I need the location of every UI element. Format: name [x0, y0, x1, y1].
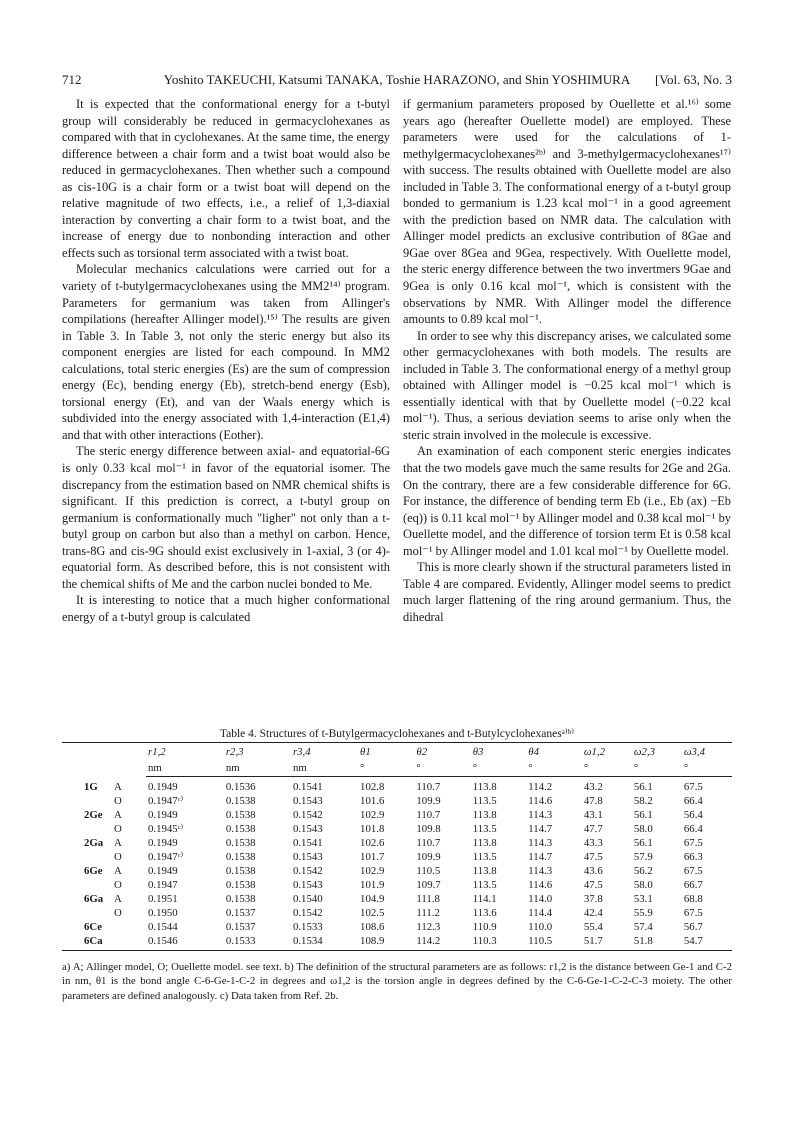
value-cell: 0.1538: [225, 809, 256, 821]
value-cell: 0.1538: [225, 837, 256, 849]
value-cell: 0.1541: [292, 837, 323, 849]
paragraph: The steric energy difference between axial- and equatorial-6G is only 0.33 kcal mol⁻¹ in favor of the equatorial isomer. The discrepancy from the estimation based on NMR chemical shifts is significant. If this prediction is correct, a t-butyl group on germanium is conformationally much "ligher" not only than a t-butyl group on carbon but also than a methyl on carbon. Hence, trans-8G and cis-9G should exist exclusively in 1-axial, 3 (or 4)- equatorial form. As described before, this is not consistent with the chemical shifts of Me and the carbon nuclei bonded to Me.: [62, 444, 390, 591]
table-row: [62, 934, 732, 951]
value-cell: 0.1951: [148, 893, 178, 905]
header-cell: [112, 743, 146, 761]
value-cell: 109.8: [416, 823, 441, 835]
value-cell: 0.1538: [225, 865, 256, 877]
value-cell: 58.2: [633, 795, 653, 807]
value-cell: 0.1538: [225, 893, 256, 905]
compound-cell: [62, 878, 112, 892]
compound-cell: [62, 850, 112, 864]
value-cell: 114.6: [528, 879, 553, 891]
value-cell: 114.1: [472, 893, 497, 905]
value-cell: 0.1533: [224, 934, 291, 951]
column-header: r2,3: [224, 743, 291, 761]
unit-cell: [62, 760, 112, 777]
value-cell: 0.1947: [148, 879, 178, 891]
value-cell: 113.5: [472, 851, 497, 863]
paragraph: Molecular mechanics calculations were carried out for a variety of t-butylgermacyclohexanes using the MM2¹⁴⁾ program. Parameters for germanium was taken from Allinger's compilations (hereafter Allinger model).¹⁵⁾ The results are given in Table 3. In Table 3, not only the steric energy but also its component energies are listed for each compound. In MM2 calculations, total steric energies (Es) are the sum of compression energy (Ec), bending energy (Eb), stretch-bend energy (Esb), torsional energy (Et), and van der Waals energy which is subdivided into the energy associated with 1,4-interaction (E1,4) and that with other interactions (Eother).: [62, 262, 390, 442]
unit-cell: °: [471, 760, 527, 777]
value-cell: 114.0: [528, 893, 553, 905]
value-cell: 51.7: [582, 934, 632, 951]
value-cell: 102.5: [360, 907, 385, 919]
value-cell: 54.7: [682, 934, 732, 951]
value-cell: 68.8: [683, 893, 703, 905]
unit-cell: [112, 760, 146, 777]
value-cell: 66.4: [683, 823, 703, 835]
value-cell: 0.1542: [292, 907, 323, 919]
value-cell: 0.1538: [225, 879, 256, 891]
table-caption: Table 4. Structures of t-Butylgermacyclohexanes and t-Butylcyclohexanesᵃ⁾ᵇ⁾: [219, 728, 575, 740]
value-cell: 101.9: [360, 879, 385, 891]
value-cell: 110.7: [416, 809, 441, 821]
value-cell: 0.1947ᶜ⁾: [148, 795, 184, 807]
table-row: [62, 864, 732, 878]
unit-cell: °: [526, 760, 582, 777]
column-header: θ1: [358, 743, 414, 761]
value-cell: 67.5: [683, 865, 703, 877]
value-cell: 109.9: [416, 795, 441, 807]
column-header: r3,4: [291, 743, 358, 761]
value-cell: 0.1537: [225, 907, 256, 919]
paragraph: if germanium parameters proposed by Ouellette et al.¹⁶⁾ some years ago (hereafter Ouellette model) are employed. These parameters were used for the calculations of 1-methylgermacyclohexanes²ᵇ⁾ and 3-methylgermacyclohexanes¹⁷⁾ with success. The results obtained with Ouellette model are also included in Table 3. The conformational energy of a t-butyl group bonded to germanium is 1.23 kcal mol⁻¹ in a good agreement with the prediction based on NMR data. The calculation with Allinger model predicts an exclusive contribution of 8Gae and 9Gae over 8Gea and 9Gea, respectively. With Ouellette model, the steric energy difference between the two invertmers 9Gae and 9Gea is only 0.16 kcal mol⁻¹, which is consistent with the observations by NMR. With Allinger model the difference amounts to 0.89 kcal mol⁻¹.: [403, 97, 731, 327]
value-cell: 0.1949: [148, 865, 178, 877]
table-row: [62, 836, 732, 850]
paragraph: It is expected that the conformational energy for a t-butyl group will considerably be reduced in germacyclohexanes as compared with that in cyclohexanes. At the same time, the energy difference between a chair form and a twist boat would also be reduced in germacyclohexanes. Then whether such a compound as cis-10G is a chair form or a twist boat will depend on the relative magnitude of two effects, i.e., a relief of 1,3-diaxial interaction by converting a chair form to a twist boat, and the increase of energy due to nonbonding interaction and other effects such as torsional term associated with a twist boat.: [62, 97, 390, 260]
value-cell: 102.6: [360, 837, 385, 849]
value-cell: 102.9: [360, 865, 385, 877]
model-cell: [112, 934, 146, 951]
column-header: r1,2: [146, 743, 224, 761]
value-cell: 111.8: [416, 893, 440, 905]
value-cell: 0.1945ᶜ⁾: [148, 823, 184, 835]
column-header: ω2,3: [632, 743, 682, 761]
right-column: [403, 96, 731, 626]
unit-cell: °: [682, 760, 732, 777]
page-number: 712: [62, 72, 82, 87]
value-cell: 110.0: [528, 921, 553, 933]
value-cell: 101.8: [360, 823, 385, 835]
paragraph: In order to see why this discrepancy arises, we calculated some other germacyclohexanes with both models. The results are included in Table 3. The conformational energy of a methyl group obtained with Allinger model is −0.25 kcal mol⁻¹ which is essentially identical with that by Ouellette model (−0.22 kcal mol⁻¹). Thus, a serious deviation seems to arise only when the steric strain involved in the molecule is excessive.: [403, 328, 731, 442]
unit-cell: nm: [291, 760, 358, 777]
value-cell: 0.1947ᶜ⁾: [148, 851, 184, 863]
value-cell: 114.3: [528, 809, 553, 821]
model-cell: A: [114, 865, 122, 877]
value-cell: 101.7: [360, 851, 385, 863]
table-row: [62, 850, 732, 864]
table-row: [62, 892, 732, 906]
compound-cell: 2Ge: [84, 809, 103, 821]
value-cell: 47.5: [583, 851, 603, 863]
value-cell: 114.7: [528, 823, 553, 835]
compound-cell: 6Ge: [84, 865, 103, 877]
units-row: [62, 760, 732, 777]
table-row: [62, 920, 732, 934]
structure-table: [62, 742, 732, 951]
paragraph: This is more clearly shown if the structural parameters listed in Table 4 are compared. Evidently, Allinger model seems to predict much larger flattening of the ring around germanium. Thus, the dihedral: [403, 560, 731, 624]
model-cell: O: [114, 823, 122, 835]
value-cell: 42.4: [583, 907, 603, 919]
value-cell: 0.1542: [292, 865, 323, 877]
value-cell: 56.7: [683, 921, 703, 933]
value-cell: 43.6: [583, 865, 603, 877]
model-cell: O: [114, 907, 122, 919]
value-cell: 0.1949: [148, 837, 178, 849]
value-cell: 56.2: [633, 865, 653, 877]
compound-cell: 1G: [84, 780, 98, 793]
paragraph: An examination of each component steric energies indicates that the two models gave much the same results for 2Ge and 2Ga. On the contrary, there are a few considerable difference for 6G. For instance, the difference of bending term Eb (i.e., Eb (ax) −Eb (eq)) is 0.11 kcal mol⁻¹ by Allinger model and 0.38 kcal mol⁻¹ by Ouellette model, and the difference of torsion term Et is 0.58 kcal mol⁻¹ by Allinger model and 1.01 kcal mol⁻¹ by Ouellette model.: [403, 444, 731, 558]
unit-cell: °: [358, 760, 414, 777]
value-cell: 0.1538: [225, 795, 256, 807]
value-cell: 53.1: [633, 893, 653, 905]
model-cell: O: [114, 795, 122, 807]
column-header: θ4: [526, 743, 582, 761]
value-cell: 114.3: [528, 837, 553, 849]
value-cell: 43.2: [583, 781, 603, 793]
value-cell: 0.1541: [292, 781, 323, 793]
value-cell: 0.1543: [292, 795, 323, 807]
model-cell: A: [114, 837, 122, 849]
unit-cell: nm: [146, 760, 224, 777]
value-cell: 0.1538: [225, 823, 256, 835]
value-cell: 66.3: [683, 851, 703, 863]
volume-info: [Vol. 63, No. 3: [654, 72, 732, 87]
unit-cell: °: [414, 760, 470, 777]
value-cell: 101.6: [360, 795, 385, 807]
value-cell: 110.3: [471, 934, 527, 951]
value-cell: 110.7: [416, 837, 441, 849]
paragraph: It is interesting to notice that a much higher conformational energy of a t-butyl group is calculated: [62, 593, 390, 624]
value-cell: 0.1543: [292, 823, 323, 835]
value-cell: 0.1534: [291, 934, 358, 951]
value-cell: 113.5: [472, 823, 497, 835]
value-cell: 113.8: [472, 865, 497, 877]
value-cell: 113.8: [472, 781, 497, 793]
value-cell: 56.4: [683, 809, 703, 821]
model-cell: O: [114, 879, 122, 891]
table-footnote: a) A; Allinger model, O; Ouellette model. see text. b) The definition of the structural parameters are as follows: r1,2 is the distance between Ge-1 and C-2 in nm, θ1 is the bond angle C-6-Ge-1-C-2 in degrees and ω1,2 is the torsion angle in degrees defined by the C-6-Ge-1-C-2-C-3 moiety. The other parameters are defined analogously. c) Data taken from Ref. 2b.: [62, 961, 732, 1002]
value-cell: 0.1949: [148, 809, 178, 821]
value-cell: 0.1538: [225, 851, 256, 863]
header-cell: [62, 743, 112, 761]
compound-cell: 6Ga: [84, 893, 104, 905]
value-cell: 0.1542: [292, 809, 323, 821]
column-header: θ2: [414, 743, 470, 761]
model-cell: O: [114, 851, 122, 863]
unit-cell: °: [632, 760, 682, 777]
compound-cell: [62, 794, 112, 808]
value-cell: 102.9: [360, 809, 385, 821]
value-cell: 113.8: [472, 837, 497, 849]
value-cell: 0.1540: [292, 893, 323, 905]
value-cell: 111.2: [416, 907, 440, 919]
running-header: [62, 72, 732, 90]
value-cell: 56.1: [633, 837, 653, 849]
model-cell: A: [114, 780, 122, 793]
value-cell: 0.1543: [292, 851, 323, 863]
value-cell: 113.5: [472, 795, 497, 807]
compound-cell: 6Ce: [84, 921, 102, 933]
model-cell: [112, 920, 146, 934]
value-cell: 0.1546: [146, 934, 224, 951]
value-cell: 43.1: [583, 809, 603, 821]
value-cell: 114.2: [528, 781, 553, 793]
value-cell: 110.7: [416, 781, 441, 793]
table-row: [62, 808, 732, 822]
model-cell: A: [114, 893, 122, 905]
table-row: [62, 794, 732, 808]
value-cell: 0.1950: [148, 907, 178, 919]
value-cell: 57.4: [633, 921, 653, 933]
value-cell: 113.8: [472, 809, 497, 821]
value-cell: 114.2: [414, 934, 470, 951]
value-cell: 57.9: [633, 851, 653, 863]
value-cell: 66.4: [683, 795, 703, 807]
compound-cell: [62, 906, 112, 920]
value-cell: 47.7: [583, 823, 603, 835]
value-cell: 0.1543: [292, 879, 323, 891]
value-cell: 0.1536: [225, 781, 256, 793]
author-line: Yoshito TAKEUCHI, Katsumi TANAKA, Toshie HARAZONO, and Shin YOSHIMURA: [163, 72, 631, 87]
value-cell: 56.1: [633, 809, 653, 821]
column-header: ω3,4: [682, 743, 732, 761]
value-cell: 114.3: [528, 865, 553, 877]
value-cell: 114.4: [528, 907, 553, 919]
compound-cell: 2Ga: [84, 837, 104, 849]
value-cell: 67.5: [683, 781, 703, 793]
value-cell: 58.0: [633, 823, 653, 835]
value-cell: 110.5: [526, 934, 582, 951]
table-row: [62, 906, 732, 920]
unit-cell: °: [582, 760, 632, 777]
value-cell: 104.9: [360, 893, 385, 905]
value-cell: 110.5: [416, 865, 441, 877]
value-cell: 55.9: [633, 907, 653, 919]
unit-cell: nm: [224, 760, 291, 777]
column-header: ω1,2: [582, 743, 632, 761]
table-header-row: [62, 743, 732, 761]
value-cell: 55.4: [583, 921, 603, 933]
value-cell: 43.3: [583, 837, 603, 849]
model-cell: A: [114, 809, 122, 821]
table-row: [62, 777, 732, 795]
value-cell: 0.1537: [225, 921, 256, 933]
value-cell: 66.7: [683, 879, 703, 891]
table-row: [62, 822, 732, 836]
value-cell: 113.5: [472, 879, 497, 891]
value-cell: 37.8: [583, 893, 603, 905]
value-cell: 114.6: [528, 795, 553, 807]
left-column: [62, 96, 390, 626]
value-cell: 109.7: [416, 879, 441, 891]
value-cell: 113.6: [472, 907, 497, 919]
compound-cell: [62, 822, 112, 836]
value-cell: 0.1949: [148, 781, 178, 793]
value-cell: 56.1: [633, 781, 653, 793]
value-cell: 0.1544: [148, 921, 178, 933]
value-cell: 67.5: [683, 907, 703, 919]
table-row: [62, 878, 732, 892]
value-cell: 102.8: [360, 781, 385, 793]
value-cell: 51.8: [632, 934, 682, 951]
compound-cell: 6Ca: [62, 934, 112, 951]
value-cell: 67.5: [683, 837, 703, 849]
value-cell: 114.7: [528, 851, 553, 863]
value-cell: 108.6: [360, 921, 385, 933]
value-cell: 47.5: [583, 879, 603, 891]
value-cell: 58.0: [633, 879, 653, 891]
value-cell: 108.9: [358, 934, 414, 951]
value-cell: 0.1533: [292, 921, 323, 933]
value-cell: 47.8: [583, 795, 603, 807]
column-header: θ3: [471, 743, 527, 761]
value-cell: 109.9: [416, 851, 441, 863]
value-cell: 112.3: [416, 921, 441, 933]
value-cell: 110.9: [472, 921, 497, 933]
